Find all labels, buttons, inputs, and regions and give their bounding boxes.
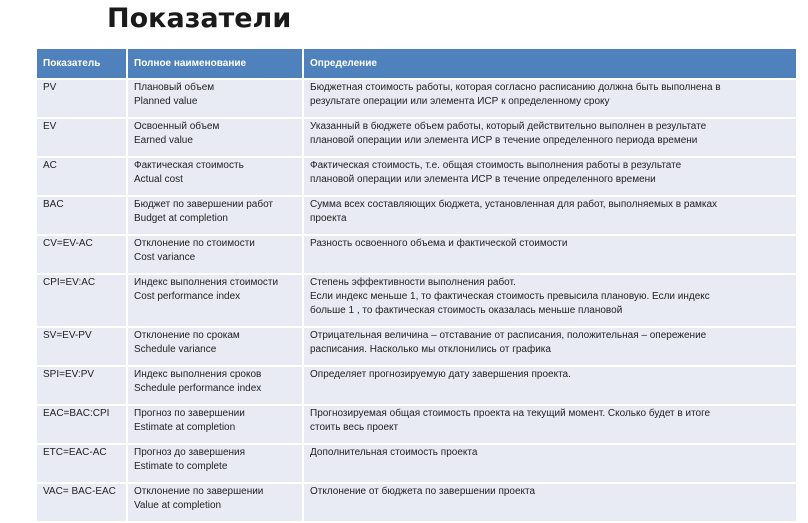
definition-line: Указанный в бюджете объем работы, который действительно выполнен в результате: [310, 121, 707, 132]
name-ru: Отклонение по завершении: [134, 486, 264, 497]
header-full-name: Полное наименование: [128, 49, 302, 78]
definition-cell: [304, 236, 796, 273]
definition-cell: [304, 328, 796, 365]
definition-line: Фактическая стоимость, т.е. общая стоимость выполнения работы в результате: [310, 160, 682, 171]
definition-line: результате операции или элемента ИСР к определенному сроку: [310, 96, 610, 107]
full-name-cell: [128, 445, 302, 482]
metrics-table: [35, 47, 798, 523]
name-ru: Индекс выполнения сроков: [134, 369, 262, 380]
name-en: Cost variance: [134, 252, 196, 263]
full-name-cell: [128, 275, 302, 326]
definition-line: Прогнозируемая общая стоимость проекта на текущий момент. Сколько будет в итоге: [310, 408, 711, 419]
name-ru: Отклонение по срокам: [134, 330, 240, 341]
name-en: Estimate at completion: [134, 422, 236, 433]
definition-line: Степень эффективности выполнения работ.: [310, 277, 516, 288]
indicator-cell: EV: [37, 119, 126, 156]
full-name-cell: [128, 367, 302, 404]
indicator-cell: ETC=EAC-AC: [37, 445, 126, 482]
definition-cell: [304, 158, 796, 195]
name-en: Planned value: [134, 96, 198, 107]
indicator-cell: VAC= BAC-EAC: [37, 484, 126, 521]
indicator-cell: EAC=BAC:CPI: [37, 406, 126, 443]
definition-line: Сумма всех составляющих бюджета, установленная для работ, выполняемых в рамках: [310, 199, 718, 210]
definition-line: больше 1 , то фактическая стоимость оказалась меньше плановой: [310, 305, 623, 316]
definition-cell: [304, 367, 796, 404]
indicator-cell: SPI=EV:PV: [37, 367, 126, 404]
table-row: [37, 484, 796, 521]
definition-cell: [304, 80, 796, 117]
full-name-cell: [128, 484, 302, 521]
definition-line: плановой операции или элемента ИСР в течение определенного периода времени: [310, 135, 698, 146]
full-name-cell: [128, 119, 302, 156]
table-row: [37, 275, 796, 326]
name-ru: Прогноз по завершении: [134, 408, 245, 419]
table-row: [37, 119, 796, 156]
table-row: [37, 406, 796, 443]
indicator-cell: BAC: [37, 197, 126, 234]
definition-line: Отклонение от бюджета по завершении проекта: [310, 486, 536, 497]
name-ru: Прогноз до завершения: [134, 447, 246, 458]
page-title: Показатели: [107, 3, 292, 34]
name-ru: Освоенный объем: [134, 121, 220, 132]
header-definition: Определение: [304, 49, 796, 78]
table-row: [37, 328, 796, 365]
name-en: Value at completion: [134, 500, 222, 511]
full-name-cell: [128, 406, 302, 443]
definition-cell: [304, 484, 796, 521]
definition-line: Разность освоенного объема и фактической стоимости: [310, 238, 568, 249]
table-row: [37, 367, 796, 404]
definition-line: Если индекс меньше 1, то фактическая стоимость превысила плановую. Если индекс: [310, 291, 710, 302]
header-indicator: Показатель: [37, 49, 126, 78]
name-en: Budget at completion: [134, 213, 228, 224]
definition-cell: [304, 119, 796, 156]
definition-cell: [304, 197, 796, 234]
name-ru: Плановый объем: [134, 82, 215, 93]
name-en: Actual cost: [134, 174, 183, 185]
name-ru: Фактическая стоимость: [134, 160, 244, 171]
definition-line: расписания. Насколько мы отклонились от графика: [310, 344, 551, 355]
table-row: [37, 236, 796, 273]
indicator-cell: SV=EV-PV: [37, 328, 126, 365]
name-en: Schedule performance index: [134, 383, 262, 394]
definition-line: Бюджетная стоимость работы, которая согласно расписанию должна быть выполнена в: [310, 82, 721, 93]
table-row: [37, 445, 796, 482]
name-en: Cost performance index: [134, 291, 241, 302]
full-name-cell: [128, 236, 302, 273]
full-name-cell: [128, 80, 302, 117]
full-name-cell: [128, 197, 302, 234]
name-ru: Бюджет по завершении работ: [134, 199, 274, 210]
definition-cell: [304, 406, 796, 443]
definition-line: проекта: [310, 213, 347, 224]
name-en: Estimate to complete: [134, 461, 228, 472]
indicator-cell: CV=EV-AC: [37, 236, 126, 273]
table-row: [37, 197, 796, 234]
name-ru: Отклонение по стоимости: [134, 238, 255, 249]
indicator-cell: AC: [37, 158, 126, 195]
indicator-cell: PV: [37, 80, 126, 117]
table-row: [37, 80, 796, 117]
table-header-row: [37, 49, 796, 78]
full-name-cell: [128, 328, 302, 365]
definition-line: Дополнительная стоимость проекта: [310, 447, 478, 458]
name-en: Schedule variance: [134, 344, 217, 355]
table-row: [37, 158, 796, 195]
definition-cell: [304, 275, 796, 326]
full-name-cell: [128, 158, 302, 195]
definition-line: стоить весь проект: [310, 422, 399, 433]
definition-line: Определяет прогнозируемую дату завершения проекта.: [310, 369, 571, 380]
definition-line: плановой операции или элемента ИСР в течение определенного времени: [310, 174, 656, 185]
definition-cell: [304, 445, 796, 482]
indicator-cell: CPI=EV:AC: [37, 275, 126, 326]
name-ru: Индекс выполнения стоимости: [134, 277, 279, 288]
definition-line: Отрицательная величина – отставание от расписания, положительная – опережение: [310, 330, 707, 341]
name-en: Earned value: [134, 135, 193, 146]
